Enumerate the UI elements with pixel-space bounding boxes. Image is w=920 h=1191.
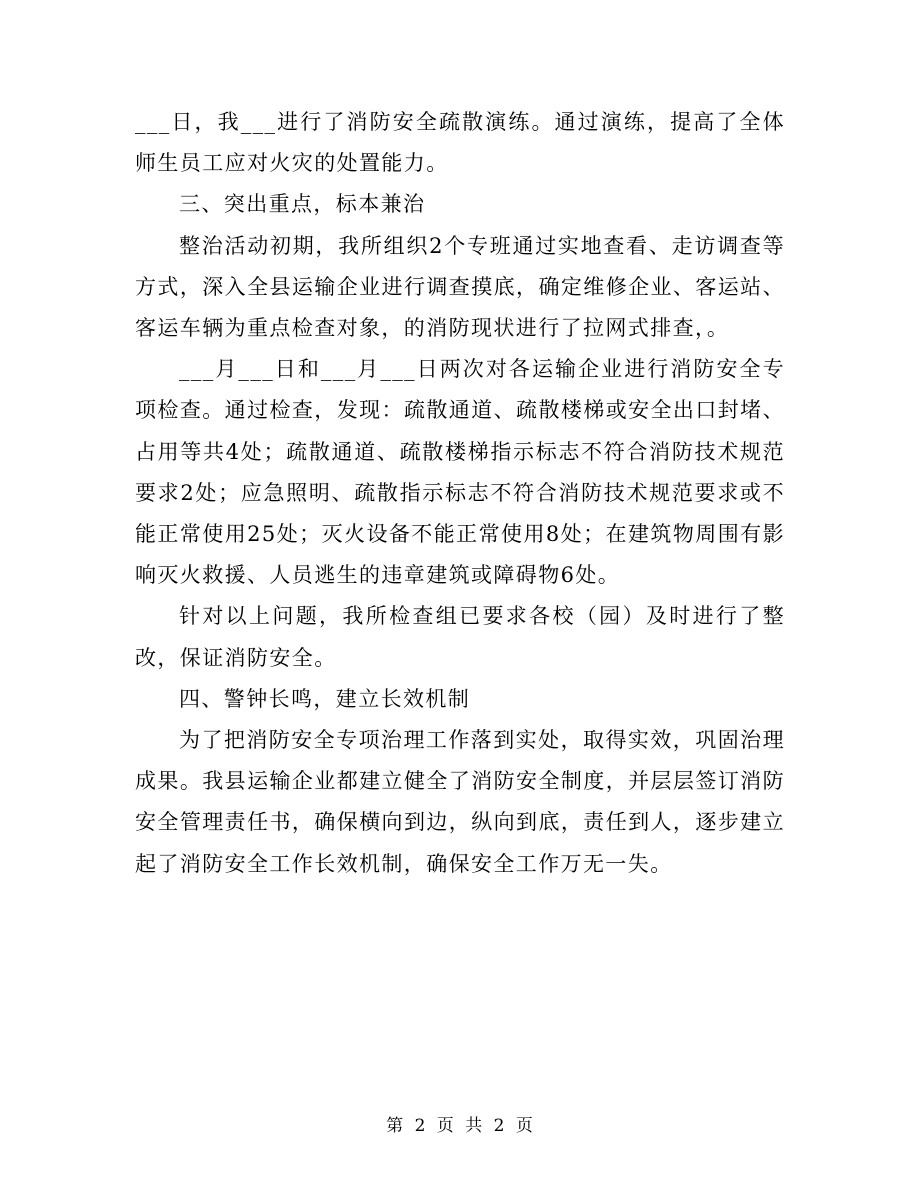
paragraph-rectification: 针对以上问题，我所检查组已要求各校（园）及时进行了整改，保证消防安全。 <box>135 604 785 670</box>
paragraph-long-term-mechanism: 为了把消防安全专项治理工作落到实处，取得实效，巩固治理成果。我县运输企业都建立健全了消防安全制度，并层层签订消防安全管理责任书，确保横向到边，纵向到底，责任到人，逐步建立起了消防安全工作长效机制，确保安全工作万无一失。 <box>135 728 785 876</box>
paragraph-initial-survey: 整治活动初期，我所组织2个专班通过实地查看、走访调查等方式，深入全县运输企业进行调查摸底，确定维修企业、客运站、客运车辆为重点检查对象，的消防现状进行了拉网式排查，。 <box>135 233 785 341</box>
section-heading-3: 三、突出重点，标本兼治 <box>179 192 426 217</box>
section-heading-4: 四、警钟长鸣，建立长效机制 <box>179 686 471 711</box>
paragraph-drill-summary: ___日，我___进行了消防安全疏散演练。通过演练，提高了全体师生员工应对火灾的处置能力。 <box>135 110 785 176</box>
document-body <box>135 102 785 885</box>
page-footer: 第 2 页 共 2 页 <box>386 1116 534 1136</box>
paragraph-inspection-findings: ___月___日和___月___日两次对各运输企业进行消防安全专项检查。通过检查，发现：疏散通道、疏散楼梯或安全出口封堵、占用等共4处；疏散通道、疏散楼梯指示标志不符合消防技术规范要求2处；应急照明、疏散指示标志不符合消防技术规范要求或不能正常使用25处；灭火设备不能正常使用8处；在建筑物周围有影响灭火救援、人员逃生的违章建筑或障碍物6处。 <box>135 357 785 588</box>
